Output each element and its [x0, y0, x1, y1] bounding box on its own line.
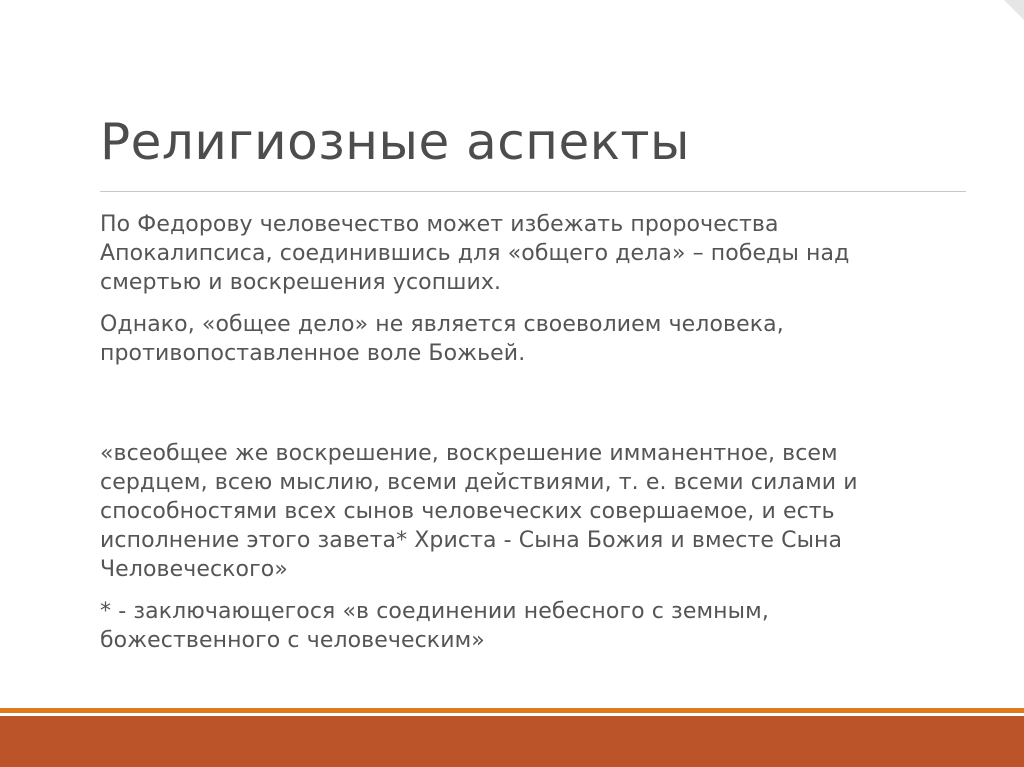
corner-decoration [1004, 0, 1024, 20]
title-divider [100, 191, 966, 192]
paragraph-quote: «всеобщее же воскрешение, воскрешение имманентное, всем сердцем, всею мыслию, всеми действиями, т. е. всеми силами и способностями всех сынов человеческих совершаемое, и есть исполнение этого завета* Христа - Сына Божия и вместе Сына Человеческого» [100, 441, 858, 582]
paragraph-footnote: * - заключающегося «в соединении небесного с земным, божественного с человеческим» [100, 599, 769, 653]
footer-accent-stripe [0, 708, 1024, 713]
footer-accent-bar [0, 716, 1024, 767]
paragraph-fedorov: По Федорову человечество может избежать пророчества Апокалипсиса, соединившись для «общего дела» – победы над смертью и воскрешения усопших. [100, 212, 850, 295]
slide-title: Религиозные аспекты [100, 113, 691, 171]
paragraph-common-cause: Однако, «общее дело» не является своеволием человека, противопоставленное воле Божьей. [100, 312, 784, 366]
slide-body [100, 210, 940, 655]
